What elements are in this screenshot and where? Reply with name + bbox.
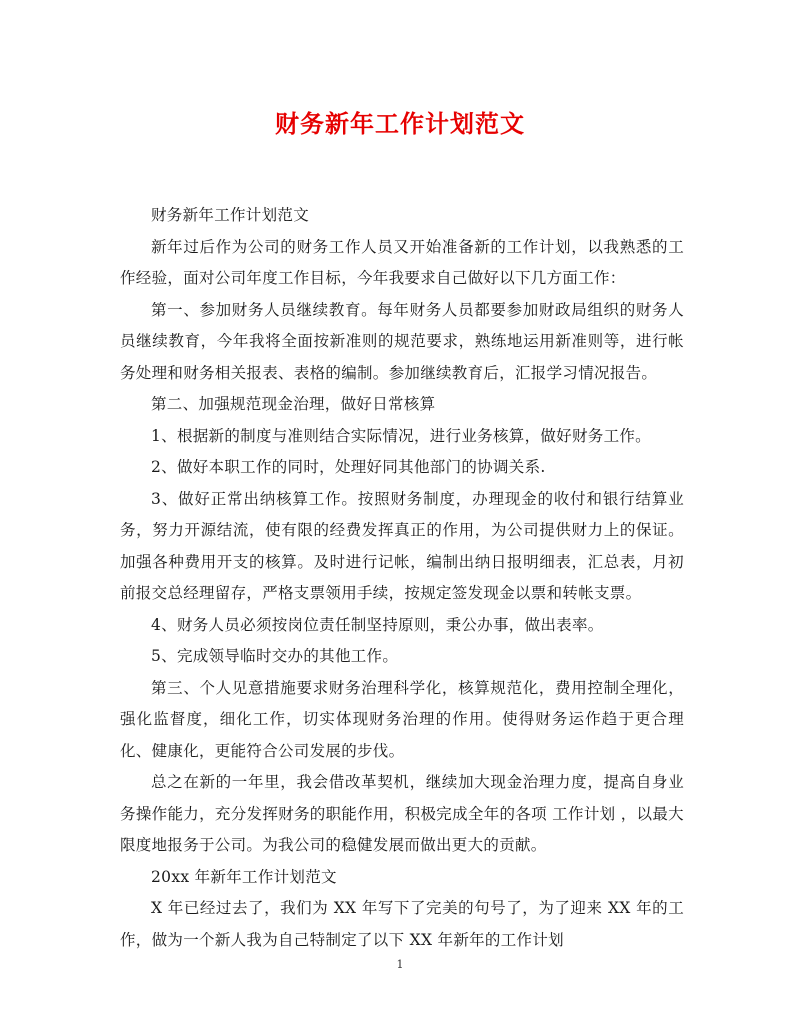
paragraph: 第一、参加财务人员继续教育。每年财务人员都要参加财政局组织的财务人员继续教育，今年我将全面按新准则的规范要求，熟练地运用新准则等，进行帐务处理和财务相关报表、表格的编制。参加继续教育后，汇报学习情况报告。 [120, 300, 684, 382]
page-number: 1 [396, 958, 404, 971]
paragraph: 第二、加强规范现金治理，做好日常核算 [151, 395, 436, 413]
paragraph: 20xx 年新年工作计划范文 [151, 867, 337, 886]
paragraph: 新年过后作为公司的财务工作人员又开始准备新的工作计划，以我熟悉的工作经验，面对公司年度工作目标，今年我要求自己做好以下几方面工作： [120, 237, 684, 287]
paragraph: 5、完成领导临时交办的其他工作。 [151, 647, 399, 665]
paragraph: 2、做好本职工作的同时，处理好同其他部门的协调关系. [151, 458, 546, 476]
paragraph: 总之在新的一年里，我会借改革契机，继续加大现金治理力度，提高自身业务操作能力，充分发挥财务的职能作用，积极完成全年的各项 工作计划 ，以最大限度地报务于公司。为我公司的稳健发展而做出更大的贡献。 [120, 773, 684, 854]
document-body [120, 200, 684, 956]
paragraph: 3、做好正常出纳核算工作。按照财务制度，办理现金的收付和银行结算业务，努力开源结流，使有限的经费发挥真正的作用，为公司提供财力上的保证。加强各种费用开支的核算。及时进行记帐，编制出纳日报明细表，汇总表，月初前报交总经理留存，严格支票领用手续，按规定签发现金以票和转帐支票。 [120, 489, 684, 602]
paragraph: 财务新年工作计划范文 [151, 206, 310, 224]
paragraph: 1、根据新的制度与准则结合实际情况，进行业务核算，做好财务工作。 [151, 426, 651, 445]
paragraph: 第三、个人见意措施要求财务治理科学化，核算规范化，费用控制全理化，强化监督度，细化工作，切实体现财务治理的作用。使得财务运作趋于更合理化、健康化，更能符合公司发展的步伐。 [120, 678, 684, 760]
paragraph: 4、财务人员必须按岗位责任制坚持原则，秉公办事，做出表率。 [151, 615, 604, 634]
paragraph: X 年已经过去了，我们为 XX 年写下了完美的句号了，为了迎来 XX 年的工作，做为一个新人我为自己特制定了以下 XX 年新年的工作计划 [120, 899, 684, 949]
document-title: 财务新年工作计划范文 [275, 109, 525, 138]
